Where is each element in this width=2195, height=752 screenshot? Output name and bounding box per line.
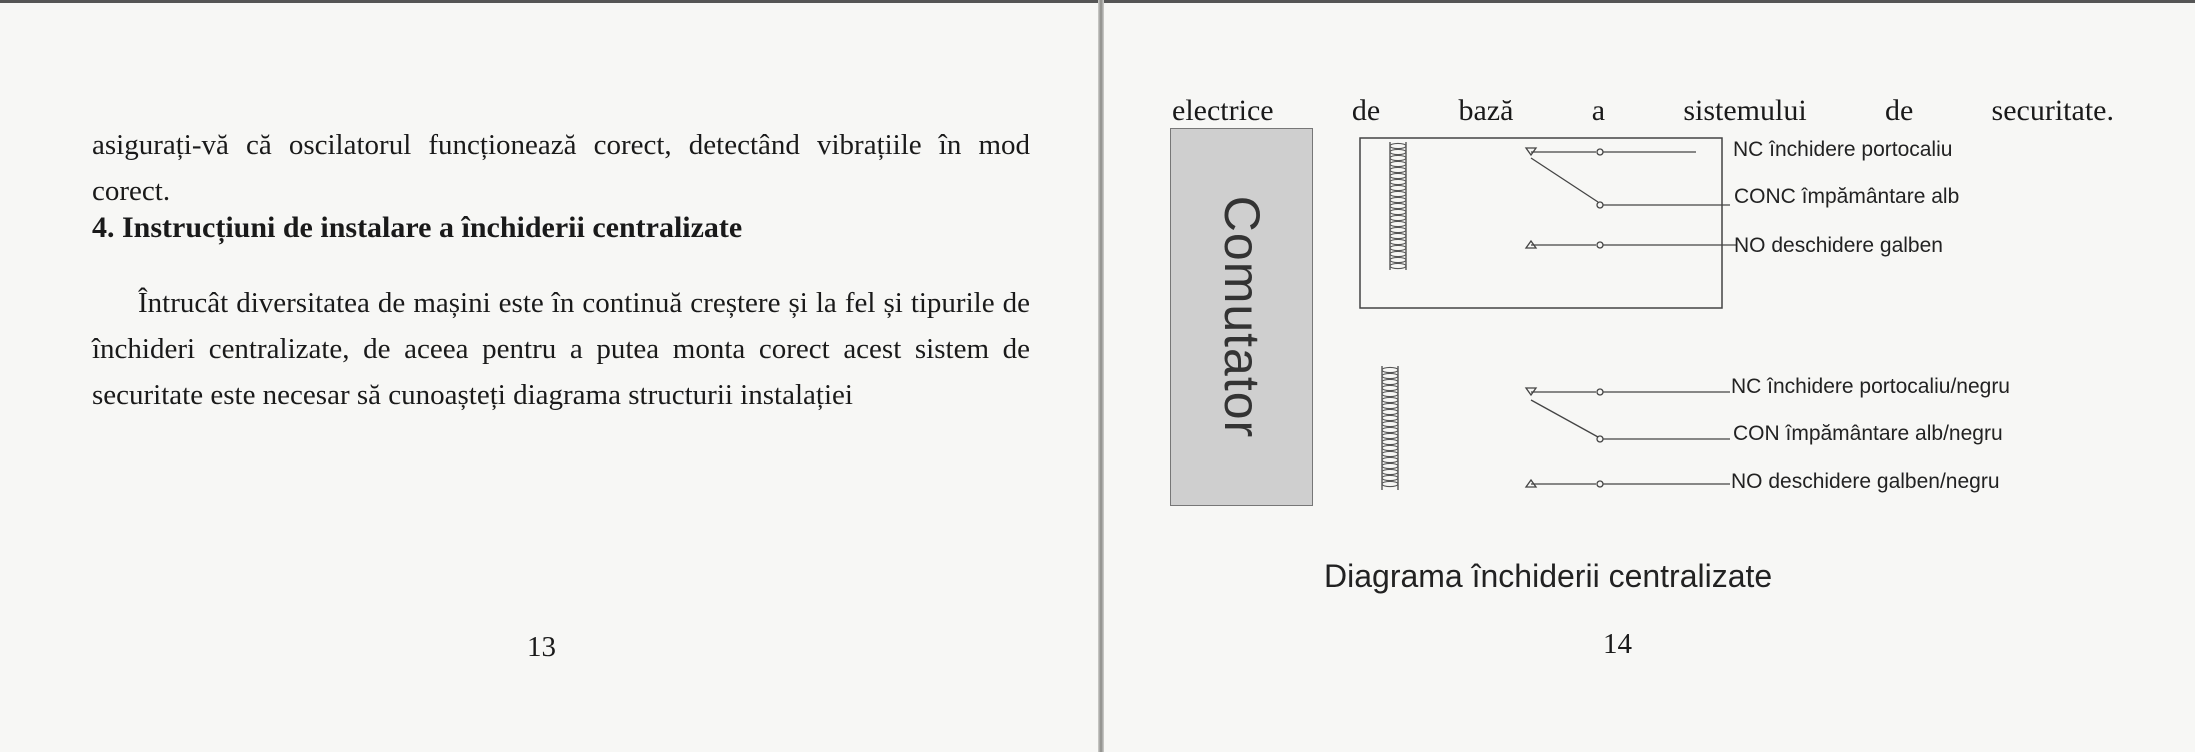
coil-turn — [1390, 215, 1406, 220]
coil-turn — [1390, 173, 1406, 178]
coil-turn — [1382, 463, 1398, 468]
relay1-com-label: CONC împământare alb — [1734, 185, 1960, 208]
coil-turn — [1382, 421, 1398, 426]
comutator-box — [1170, 128, 1313, 506]
coil-turn — [1382, 451, 1398, 456]
coil-turn — [1390, 209, 1406, 214]
coil-turn — [1390, 251, 1406, 256]
page-number-right: 14 — [1603, 628, 1632, 660]
relay1-contacts — [1526, 148, 1736, 248]
coil-turn — [1382, 373, 1398, 378]
coil-turn — [1390, 167, 1406, 172]
coil-turn — [1382, 403, 1398, 408]
coil-turn — [1382, 427, 1398, 432]
coil-turn — [1382, 457, 1398, 462]
coil-turn — [1390, 179, 1406, 184]
relay2-no-label: NO deschidere galben/negru — [1731, 470, 2000, 493]
coil-turn — [1390, 185, 1406, 190]
coil-turn — [1382, 385, 1398, 390]
coil-turn — [1382, 379, 1398, 384]
coil-turn — [1390, 197, 1406, 202]
comutator-label: Comutator — [1213, 195, 1270, 439]
coil-turn — [1390, 149, 1406, 154]
word: electrice — [1172, 94, 1274, 127]
word: bază — [1458, 94, 1514, 127]
installation-paragraph: Întrucât diversitatea de mașini este în continuă creștere și la fel și tipurile de închideri centralizate, de aceea pentru a putea monta corect acest sistem de securitate este necesar să cunoașteți diagrama structurii instalației — [92, 287, 1030, 411]
coil-turn — [1390, 143, 1406, 148]
coil-turn — [1390, 257, 1406, 262]
word: securitate. — [1991, 94, 2114, 127]
coil-turn — [1382, 439, 1398, 444]
relay1-nc-label: NC închidere portocaliu — [1733, 138, 1953, 161]
coil-turn — [1382, 481, 1398, 486]
central-locking-diagram — [1330, 120, 2050, 510]
word: a — [1591, 94, 1606, 127]
coil-turn — [1382, 367, 1398, 372]
coil-turn — [1390, 155, 1406, 160]
word: de — [1351, 94, 1381, 127]
section-heading: 4. Instrucțiuni de instalare a închiderii centralizate — [92, 211, 743, 244]
coil-turn — [1390, 239, 1406, 244]
coil-turn — [1382, 433, 1398, 438]
coil-turn — [1390, 161, 1406, 166]
coil-turn — [1390, 203, 1406, 208]
coil-turn — [1390, 221, 1406, 226]
intro-paragraph: asigurați-vă că oscilatorul funcționează corect, detectând vibrațiile în mod corect. — [92, 129, 1030, 207]
coil-turn — [1382, 445, 1398, 450]
word: sistemului — [1683, 94, 1807, 127]
coil-turn — [1382, 397, 1398, 402]
coil-turn — [1390, 191, 1406, 196]
coil-turn — [1382, 391, 1398, 396]
coil-turn — [1390, 233, 1406, 238]
coil-turn — [1390, 263, 1406, 268]
coil-turn — [1390, 227, 1406, 232]
relay1-no-label: NO deschidere galben — [1734, 234, 1943, 257]
coil-turn — [1390, 245, 1406, 250]
coil-turn — [1382, 469, 1398, 474]
relay2-com-label: CON împământare alb/negru — [1733, 422, 2003, 445]
coil-turn — [1382, 475, 1398, 480]
coil-turn — [1382, 415, 1398, 420]
coil-turn — [1382, 409, 1398, 414]
page-number-left: 13 — [527, 631, 556, 663]
relay2-contacts — [1526, 388, 1730, 487]
word: de — [1884, 94, 1914, 127]
relay2-nc-label: NC închidere portocaliu/negru — [1731, 375, 2010, 398]
relay1-enclosure — [1360, 138, 1722, 308]
diagram-caption: Diagrama închiderii centralizate — [1324, 558, 1773, 594]
